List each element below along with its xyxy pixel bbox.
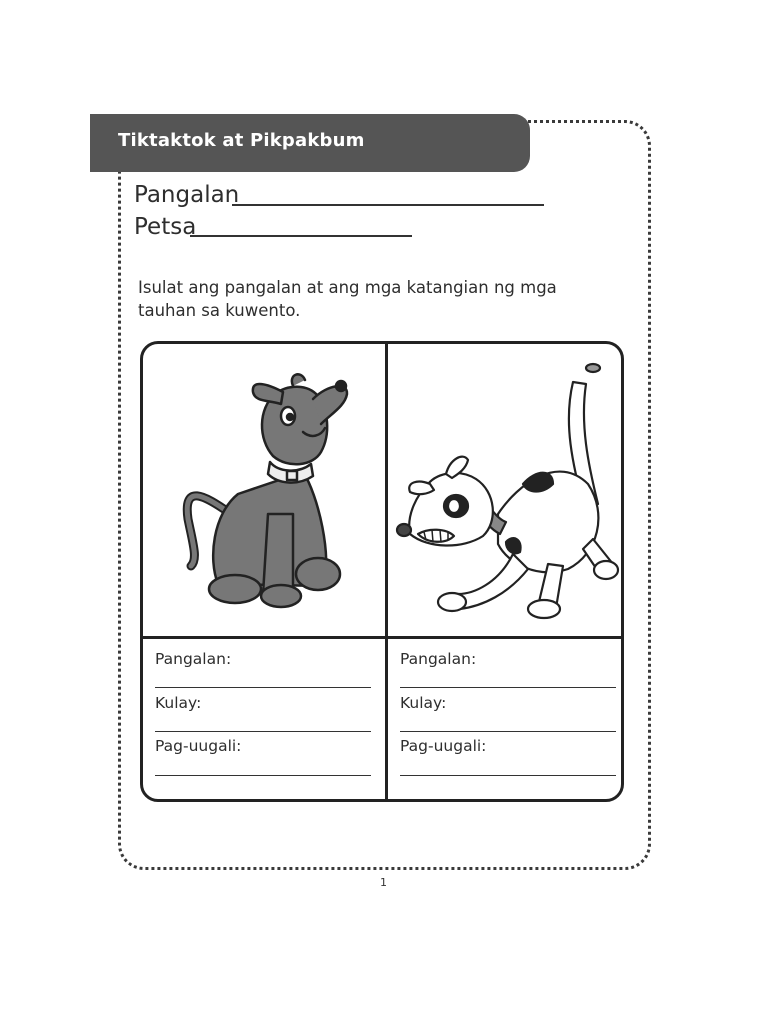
left-name-line[interactable] (155, 687, 371, 688)
left-color-line[interactable] (155, 731, 371, 732)
character-grid (140, 341, 624, 802)
left-behavior-line[interactable] (155, 775, 371, 776)
grid-horizontal-divider (143, 636, 621, 639)
title-banner (90, 114, 530, 172)
spotted-dog-illustration (388, 344, 624, 636)
gray-dog-illustration (143, 344, 384, 636)
grid-vertical-divider (385, 344, 388, 799)
right-name-label: Pangalan: (400, 650, 477, 668)
left-behavior-label: Pag-uugali: (155, 737, 242, 755)
right-color-label: Kulay: (400, 694, 447, 712)
right-behavior-label: Pag-uugali: (400, 737, 487, 755)
left-name-label: Pangalan: (155, 650, 232, 668)
left-color-label: Kulay: (155, 694, 202, 712)
date-field-line[interactable] (190, 235, 412, 237)
name-field-label: Pangalan (134, 182, 240, 208)
worksheet-title: Tiktaktok at Pikpakbum (118, 130, 365, 151)
right-color-line[interactable] (400, 731, 616, 732)
right-name-line[interactable] (400, 687, 616, 688)
right-behavior-line[interactable] (400, 775, 616, 776)
instructions-text: Isulat ang pangalan at ang mga katangian ng mga tauhan sa kuwento. (138, 278, 557, 320)
name-field-line[interactable] (232, 204, 544, 206)
date-field-label: Petsa (134, 214, 197, 240)
page-number: 1 (380, 876, 387, 889)
